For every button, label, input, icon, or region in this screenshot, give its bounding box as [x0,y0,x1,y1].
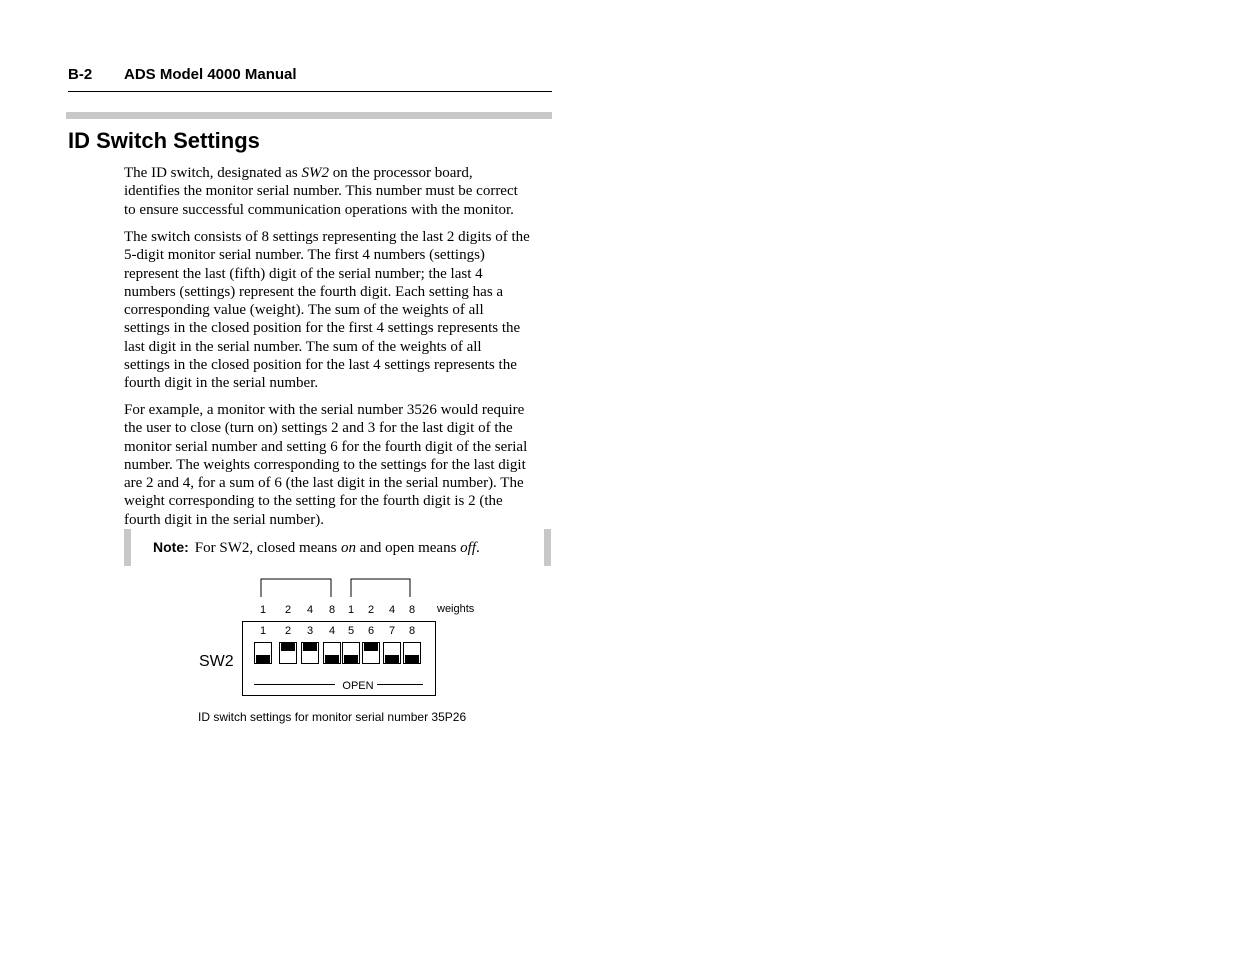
weight-label: 8 [408,604,416,616]
paragraph-1: The ID switch, designated as SW2 on the processor board, identifies the monitor serial number. This number must be correct to ensure successful communication operations with the monitor. [124,165,518,218]
weight-label: 2 [284,604,292,616]
dip-switch-2 [280,643,297,664]
section-divider [66,112,552,119]
position-label: 8 [408,625,416,637]
position-label: 6 [367,625,375,637]
position-label: 4 [328,625,336,637]
dip-switch-3 [302,643,319,664]
dip-switch-knob [344,655,358,663]
section-title: ID Switch Settings [68,128,260,153]
paragraph-3: For example, a monitor with the serial number 3526 would require the user to close (turn on) settings 2 and 3 for the last digit of the monitor serial number and setting 6 for the fourth digit of the serial number. The weights corresponding to the settings for the last digit are 2 and 4, for a sum of 6 (the last digit in the serial number). The weight corresponding to the setting for the fourth digit is 2 (the fourth digit in the serial number). [124,402,528,528]
dip-switch-knob [385,655,399,663]
dip-switch-knob [325,655,339,663]
weight-label: 4 [388,604,396,616]
note-text [153,539,480,557]
weight-label: 1 [347,604,355,616]
dip-switch-knob [364,643,378,651]
weight-label: 4 [306,604,314,616]
weight-label: 2 [367,604,375,616]
position-label: 3 [306,625,314,637]
id-switch-diagram [190,570,490,705]
position-label: 2 [284,625,292,637]
dip-switch-1 [255,643,272,664]
dip-switch-knob [256,655,270,663]
dip-switch-6 [363,643,380,664]
page-header [68,65,552,92]
note-left-bar [124,529,131,566]
dip-switch-knob [303,643,317,651]
weights-label: weights [437,603,475,615]
italic-text: SW2 [301,165,329,181]
weight-label: 8 [328,604,336,616]
note-label: Note: [153,539,189,555]
dip-switch-7 [384,643,401,664]
dip-switch-8 [404,643,421,664]
position-label: 5 [347,625,355,637]
manual-title: ADS Model 4000 Manual [124,66,297,83]
dip-switch-knob [405,655,419,663]
open-label: OPEN [342,680,374,692]
position-label: 7 [388,625,396,637]
dip-switch-5 [343,643,360,664]
italic-text: on [341,540,357,556]
paragraph-2: The switch consists of 8 settings representing the last 2 digits of the 5-digit monitor serial number. The first 4 numbers (settings) represent the last (fifth) digit of the serial number; the last 4 numbers (settings) represent the fourth digit. Each setting has a corresponding value (weight). The sum of the weights of all settings in the closed position for the first 4 settings represents the last digit in the serial number. The sum of the weights of all settings in the closed position for the last 4 settings represents the fourth digit in the serial number. [124,229,530,392]
dip-switch-4 [324,643,341,664]
weight-label: 1 [259,604,267,616]
fourth-digit-bracket [351,579,410,597]
note-box [124,529,551,566]
page-number: B-2 [68,66,93,83]
switch-label: SW2 [199,653,234,670]
figure-caption: ID switch settings for monitor serial number 35P26 [198,710,467,724]
dip-switch-knob [281,643,295,651]
last-digit-bracket [261,579,331,597]
position-label: 1 [259,625,267,637]
note-right-bar [544,529,551,566]
italic-text: off [460,540,476,556]
note-body: For SW2, closed means on and open means off. [194,540,480,556]
